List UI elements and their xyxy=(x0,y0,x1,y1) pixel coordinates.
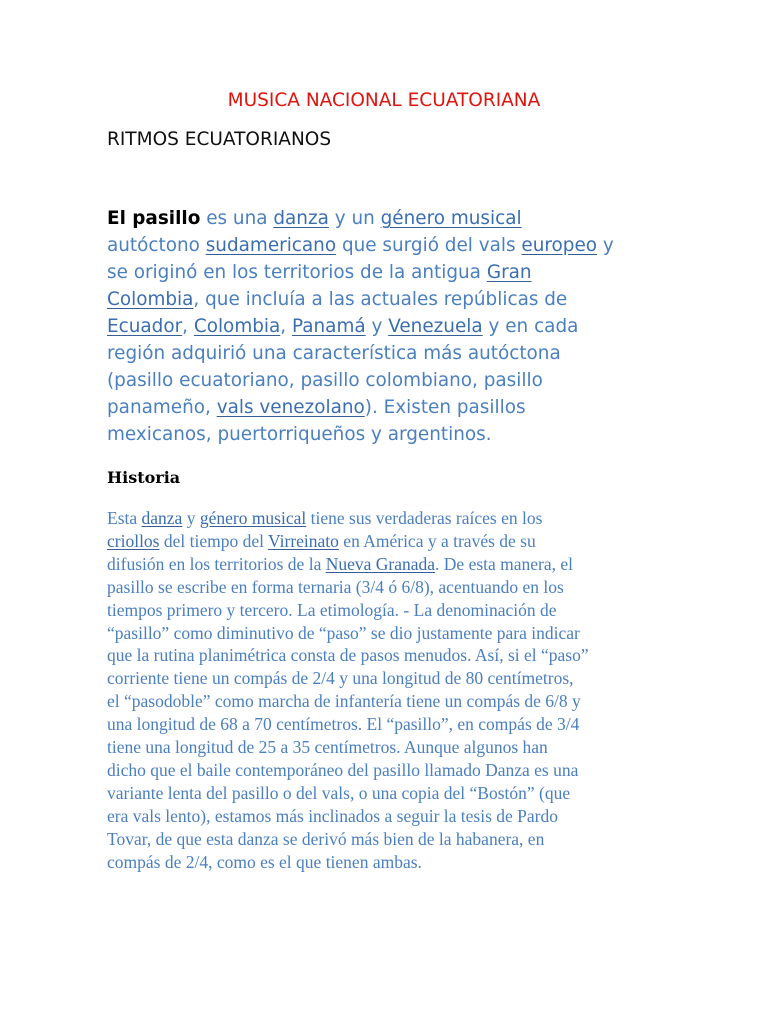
link-vals-venezolano[interactable]: vals venezolano xyxy=(216,397,365,418)
history-text: tiene una longitud de 25 a 35 centímetros. Aunque algunos han xyxy=(107,737,548,758)
link-gran-colombia-cont[interactable]: Colombia xyxy=(107,289,194,310)
document-title: MUSICA NACIONAL ECUATORIANA xyxy=(227,90,541,111)
history-text: variante lenta del pasillo o del vals, o una copia del “Bostón” (que xyxy=(107,782,571,803)
history-text: tiene sus verdaderas raíces en los xyxy=(306,508,543,528)
intro-text: mexicanos, puertorriqueños y argentinos. xyxy=(107,424,492,445)
intro-text: , xyxy=(280,316,292,337)
intro-text: se originó en los territorios de la antigua xyxy=(107,262,487,283)
intro-text: región adquirió una característica más autóctona xyxy=(107,343,561,364)
link-criollos[interactable]: criollos xyxy=(107,530,160,551)
intro-text: (pasillo ecuatoriano, pasillo colombiano, pasillo xyxy=(107,370,543,391)
link-sudamericano[interactable]: sudamericano xyxy=(205,235,337,256)
intro-text: ). Existen pasillos xyxy=(364,397,526,418)
history-text: que la rutina planimétrica consta de pasos menudos. Así, si el “paso” xyxy=(107,645,589,666)
intro-text: , que incluía a las actuales repúblicas de xyxy=(193,289,568,310)
intro-text: y xyxy=(365,316,389,337)
history-text: en América y a través de su xyxy=(338,530,536,551)
link-nueva-granada[interactable]: Nueva Granada xyxy=(325,553,436,574)
intro-text: panameño, xyxy=(107,397,217,418)
history-text: “pasillo” como diminutivo de “paso” se dio justamente para indicar xyxy=(107,622,580,643)
link-colombia[interactable]: Colombia xyxy=(193,316,281,337)
history-text: era vals lento), estamos más inclinados a seguir la tesis de Pardo xyxy=(107,805,558,826)
document-subtitle: RITMOS ECUATORIANOS xyxy=(107,129,332,150)
link-danza[interactable]: danza xyxy=(141,508,183,528)
history-text: corriente tiene un compás de 2/4 y una longitud de 80 centímetros, xyxy=(107,668,574,689)
history-text: Esta xyxy=(107,508,142,528)
link-genero-musical[interactable]: género musical xyxy=(380,208,522,229)
history-text: Tovar, de que esta danza se derivó más bien de la habanera, en xyxy=(107,828,545,849)
link-panama[interactable]: Panamá xyxy=(291,316,366,337)
history-text: del tiempo del xyxy=(159,530,269,551)
intro-text: , xyxy=(182,316,194,337)
link-genero-musical[interactable]: género musical xyxy=(199,508,307,528)
history-text: el “pasodoble” como marcha de infantería tiene un compás de 6/8 y xyxy=(107,691,581,712)
intro-text: y xyxy=(597,235,614,256)
history-text: difusión en los territorios de la xyxy=(107,553,326,574)
intro-lead-term: El pasillo xyxy=(107,208,201,229)
history-text: tiempos primero y tercero. La etimología. - La denominación de xyxy=(107,599,557,620)
intro-text: autóctono xyxy=(107,235,206,256)
intro-text: y en cada xyxy=(482,316,579,337)
history-text: compás de 2/4, como es el que tienen ambas. xyxy=(107,851,422,872)
link-venezuela[interactable]: Venezuela xyxy=(388,316,483,337)
history-text: dicho que el baile contemporáneo del pasillo llamado Danza es una xyxy=(107,759,579,780)
history-text: una longitud de 68 a 70 centímetros. El “pasillo”, en compás de 3/4 xyxy=(107,714,580,735)
link-danza[interactable]: danza xyxy=(273,208,329,229)
link-ecuador[interactable]: Ecuador xyxy=(107,316,183,337)
section-heading-historia: Historia xyxy=(107,468,181,487)
intro-text: es una xyxy=(200,208,274,229)
history-text: y xyxy=(182,508,200,528)
link-gran-colombia[interactable]: Gran xyxy=(486,262,532,283)
link-europeo[interactable]: europeo xyxy=(521,235,598,256)
history-text: pasillo se escribe en forma ternaria (3/4 ó 6/8), acentuando en los xyxy=(107,576,564,597)
intro-text: que surgió del vals xyxy=(336,235,522,256)
history-paragraph xyxy=(107,507,687,874)
intro-text: y un xyxy=(328,208,381,229)
intro-paragraph xyxy=(107,205,667,448)
history-text: . De esta manera, el xyxy=(435,553,574,574)
link-virreinato[interactable]: Virreinato xyxy=(268,530,339,551)
